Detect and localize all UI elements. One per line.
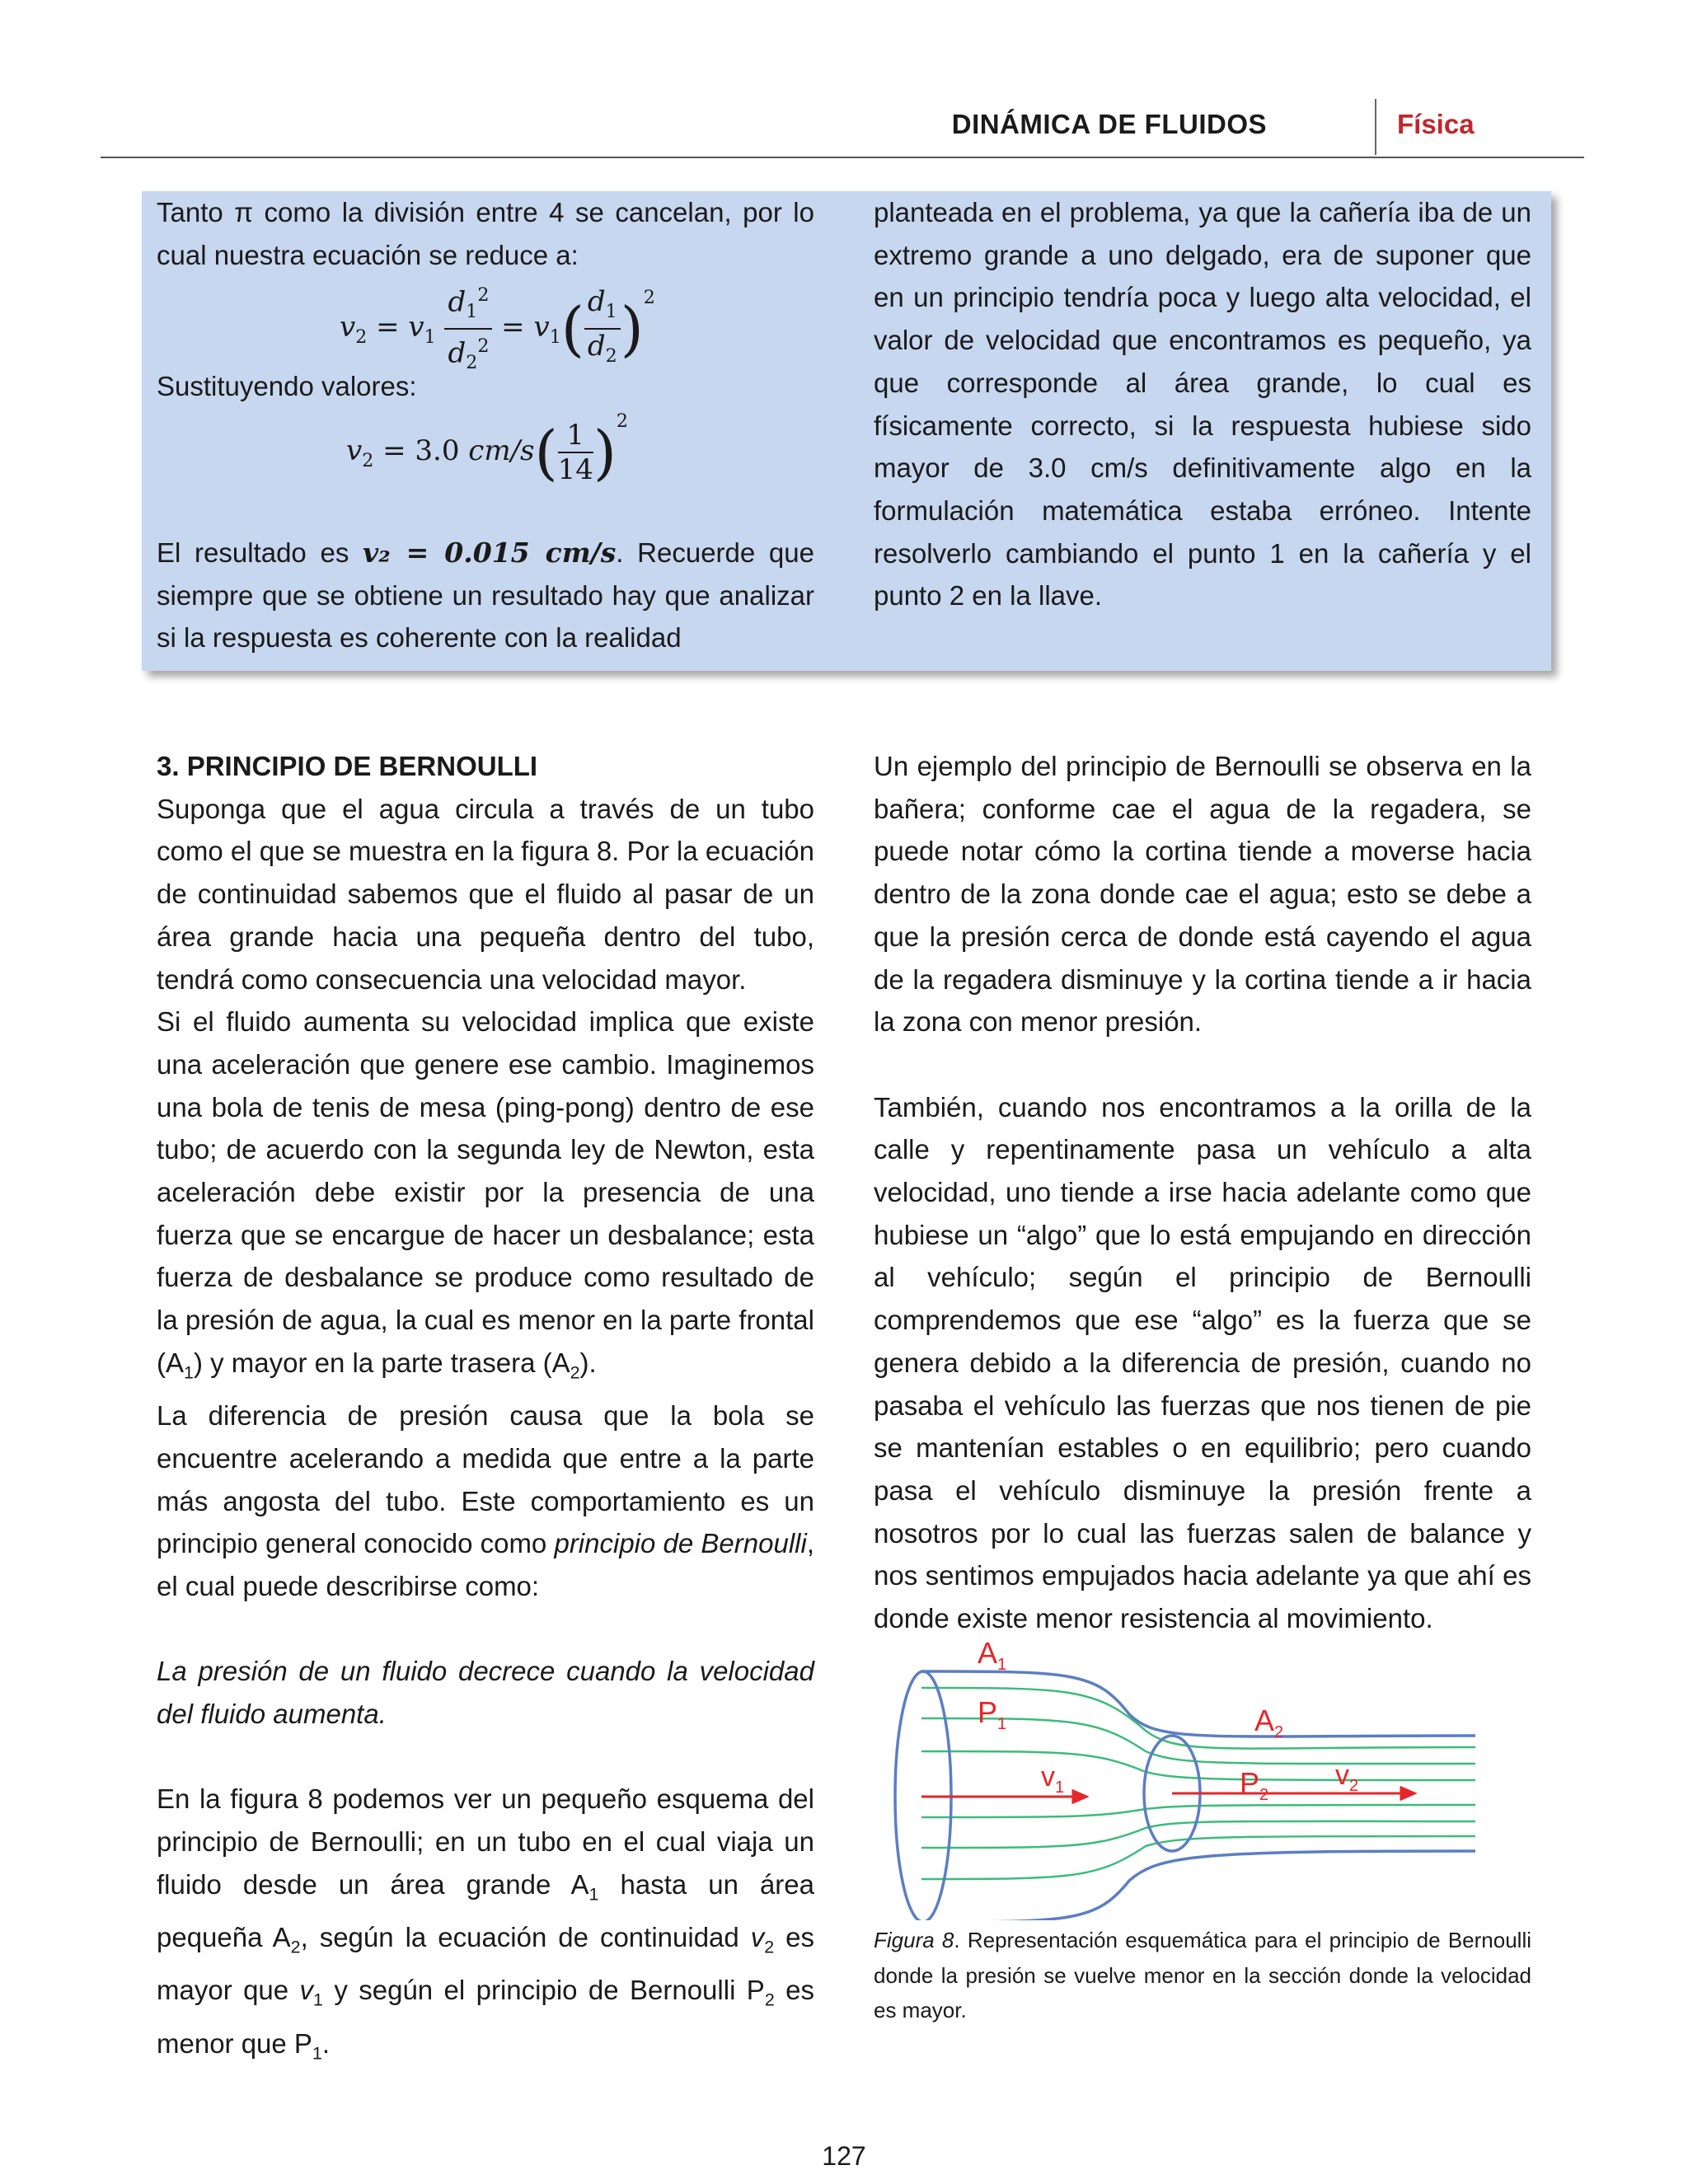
section-title: 3. PRINCIPIO DE BERNOULLI	[157, 751, 538, 781]
label-v2: v	[1335, 1760, 1349, 1791]
arrow-v2-head	[1401, 1788, 1414, 1799]
label-a2: A	[1254, 1704, 1275, 1737]
result-prefix: El resultado es	[157, 537, 349, 568]
box-left-intro: Tanto π como la división entre 4 se cancelan, por lo cual nuestra ecuación se reduce a:	[157, 197, 814, 270]
bathtub-example: Un ejemplo del principio de Bernoulli se observa en la bañera; conforme cae el agua de la regadera, se puede notar cómo la cortina tiende a moverse hacia dentro de la zona donde cae el agua; esto se debe a que la presión cerca de donde está cayendo el agua de la regadera disminuye y la cortina tiende a ir hacia la zona con menor presión.	[874, 751, 1531, 1038]
section-p3: La diferencia de presión causa que la bola se encuentre acelerando a medida que entre a la parte más angosta del tubo. Este comportamiento es un principio general conocido como principio de Bernoulli, el cual puede describirse como:	[157, 1400, 814, 1601]
section-p4: En la figura 8 podemos ver un pequeño esquema del principio de Bernoulli; en un tubo en el cual viaja un fluido desde un área grande $A_1$ hasta un área pequeña $A_2$, según la ecuación de continuidad $v_2$ es mayor que $v_1$ y según el principio de Bernoulli $P_2$ es menor que $P_1$.	[157, 1783, 814, 2064]
arrow-v1-head	[1073, 1791, 1086, 1802]
eq-numerator: 1	[558, 419, 593, 453]
header-separator	[1375, 99, 1376, 155]
label-p1: P	[978, 1695, 998, 1729]
equation-substituted: $v_2 = 3.0$ cm/s( $\frac{1}{14}$ )$^2$	[346, 410, 628, 487]
svg-text:A1: $A_1$	[978, 1640, 1006, 1674]
caption-text: . Representación esquemática para el principio de Bernoulli donde la presión se vuelve menor en la sección donde la velocidad es mayor.	[874, 1928, 1531, 2022]
svg-text:v1: $v_1$	[1041, 1761, 1065, 1797]
box-substitution-label-wrap	[157, 365, 814, 408]
caption-label: Figura 8	[874, 1928, 954, 1952]
figure-caption	[874, 1923, 1531, 2028]
svg-text:v2: $v_2$	[1335, 1760, 1359, 1795]
section-right-column	[874, 745, 1531, 1640]
subject-label: Física	[1397, 109, 1475, 139]
eq-denominator: 14	[557, 453, 593, 486]
equation-simplified: $v_2 = v_1$ $\frac{d_1^2}{d_2^2}$ = $v_1$( $\frac{d_1}{d_2}$ )$^2$	[340, 279, 655, 379]
vehicle-example: También, cuando nos encontramos a la orilla de la calle y repentinamente pasa un vehículo a alta velocidad, uno tiende a irse hacia adelante como que hubiese un “algo” que lo está empujando en dirección al vehículo; según el principio de Bernoulli comprendemos que ese “algo” es la fuerza que se genera debido a la diferencia de presión, cuando no pasaba el vehículo las fuerzas que nos tienen de pie se mantenían estables o en equilibrio; pero cuando pasa el vehículo disminuye la presión frente a nosotros por lo cual las fuerzas salen de balance y nos sentimos empujados hacia adelante ya que ahí es donde existe menor resistencia al movimiento.	[874, 1091, 1531, 1634]
result-value: v₂ = 0.015 cm/s	[363, 537, 617, 569]
bernoulli-quote: La presión de un fluido decrece cuando la velocidad del fluido aumenta.	[157, 1656, 814, 1730]
section-p1: Suponga que el agua circula a través de un tubo como el que se muestra en la figura 8. Por la ecuación de continuidad sabemos que el fluido al pasar de un área grande hacia una pequeña dentro del tubo, tendrá como consecuencia una velocidad mayor.	[157, 793, 814, 995]
svg-text:P2: $P_2$	[1240, 1766, 1269, 1804]
label-a1: A	[978, 1640, 998, 1670]
bernoulli-diagram	[874, 1640, 1550, 1920]
page-header	[101, 99, 1584, 158]
pipe-bottom-wall	[921, 1851, 1475, 1920]
box-right-paragraph: planteada en el problema, ya que la cañería iba de un extremo grande a uno delgado, era de suponer que en un principio tendría poca y luego alta velocidad, el valor de velocidad que encontramos es pequeño, ya que corresponde al área grande, lo cual es físicamente correcto, si la respuesta hubiese sido mayor de 3.0 cm/s definitivamente algo en la formulación matemática estaba erróneo. Intente resolverlo cambiando el punto 1 en la cañería y el punto 2 en la llave.	[874, 197, 1531, 612]
box-result-column	[157, 532, 814, 659]
box-right-column	[874, 191, 1531, 617]
result-paragraph	[157, 532, 814, 659]
page-number: 127	[822, 2141, 866, 2171]
section-p2: Si el fluido aumenta su velocidad implica que existe una aceleración que genere ese cambio. Imaginemos una bola de tenis de mesa (ping-pong) dentro de ese tubo; de acuerdo con la segunda ley de Newton, esta aceleración debe existir por la presencia de una fuerza que se encargue de hacer un desbalance; esta fuerza de desbalance se produce como resultado de la presión de agua, la cual es menor en la parte frontal $(A_1)$ y mayor en la parte trasera $(A_2)$.	[157, 1006, 814, 1383]
svg-text:P1: $P_1$	[978, 1695, 1007, 1733]
result-suffix: . Recuerde que siempre que se obtiene un resultado hay que analizar si la respuesta es coherente con la realidad	[157, 537, 814, 654]
label-v1: v	[1041, 1761, 1055, 1793]
svg-text:A2: $A_2$	[1254, 1704, 1284, 1741]
chapter-title: DINÁMICA DE FLUIDOS	[951, 109, 1267, 139]
eq-value: 3.0	[415, 434, 460, 467]
eq-unit: cm/s	[468, 434, 535, 467]
streamline	[921, 1821, 1475, 1848]
section-left-column	[157, 745, 814, 2075]
box-left-column	[157, 191, 814, 276]
label-p2: P	[1240, 1766, 1260, 1800]
substitution-label: Sustituyendo valores:	[157, 371, 417, 401]
